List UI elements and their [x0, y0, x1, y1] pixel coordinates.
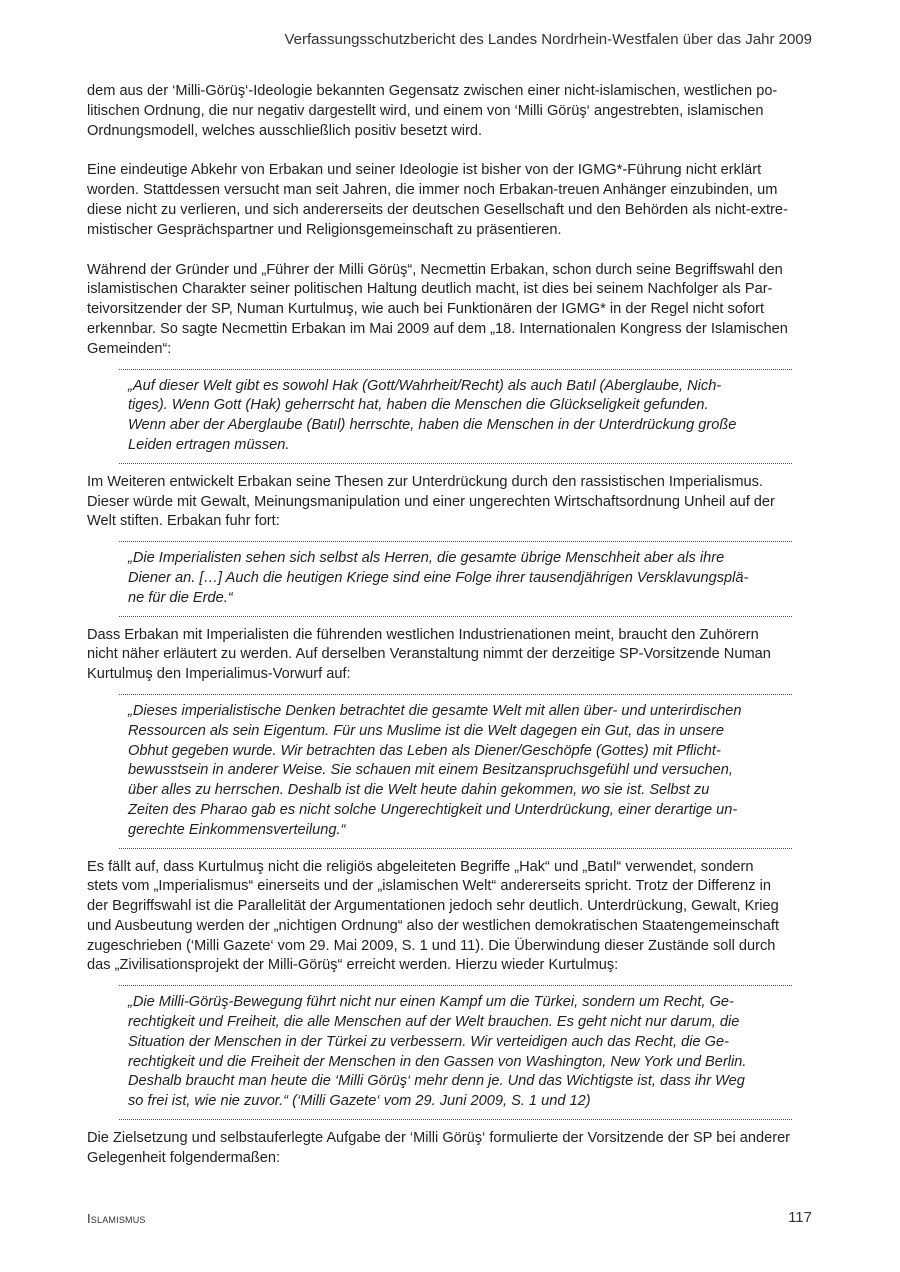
document-body: [87, 82, 815, 1169]
quote-line: „Dieses imperialistische Denken betrachtet die gesamte Welt mit allen über- und unterirdischen: [128, 702, 742, 719]
quote-line: bewusstsein in anderer Weise. Sie schauen mit einem Besitzanspruchsgefühl und versuchen,: [128, 762, 733, 779]
quote-line: Obhut gegeben wurde. Wir betrachten das Leben als Diener/Geschöpfe (Gottes) mit Pflicht-: [128, 742, 721, 759]
footer-section-label: Islamismus: [87, 1211, 146, 1226]
block-quote: [119, 369, 792, 464]
block-quote: [119, 985, 792, 1120]
text-line: erkennbar. So sagte Necmettin Erbakan im Mai 2009 auf dem „18. Internationalen Kongress der Islamischen: [87, 320, 788, 337]
text-line: Ordnungsmodell, welches ausschließlich positiv besetzt wird.: [87, 122, 483, 139]
text-line: dem aus der ‘Milli-Görüş‘-Ideologie bekannten Gegensatz zwischen einer nicht-islamischen, westlichen po-: [87, 83, 778, 99]
quote-line: gerechte Einkommensverteilung.“: [128, 821, 346, 838]
page-number: 117: [788, 1209, 812, 1226]
text-line: und Ausbeutung werden der „nichtigen Ordnung“ also der westlichen demokratischen Staatengemeinschaft: [87, 917, 780, 934]
quote-line: Situation der Menschen in der Türkei zu verbessern. Wir verteidigen auch das Recht, die Ge-: [128, 1033, 729, 1050]
quote-line: Deshalb braucht man heute die ‘Milli Görüş‘ mehr denn je. Und das Wichtigste ist, dass ihr Weg: [128, 1073, 745, 1090]
text-line: Kurtulmuş den Imperialimus-Vorwurf auf:: [87, 666, 351, 683]
quote-line: Zeiten des Pharao gab es nicht solche Ungerechtigkeit und Unterdrückung, einer derartige un-: [128, 801, 738, 818]
text-line: Welt stiften. Erbakan fuhr fort:: [87, 513, 280, 530]
text-line: Dieser würde mit Gewalt, Meinungsmanipulation und einer ungerechten Wirtschaftsordnung Unheil auf der: [87, 493, 775, 510]
text-line: stets vom „Imperialismus“ einerseits und der „islamischen Welt“ andererseits spricht. Trotz der Differenz in: [87, 878, 771, 895]
quote-line: Ressourcen als sein Eigentum. Für uns Muslime ist die Welt dagegen ein Gut, das in unsere: [128, 722, 724, 739]
text-line: Es fällt auf, dass Kurtulmuş nicht die religiös abgeleiteten Begriffe „Hak“ und „Batıl“ verwendet, sondern: [87, 858, 754, 875]
paragraph: [87, 161, 815, 240]
quote-line: rechtigkeit und die Freiheit der Menschen in den Gassen von Washington, New York und Berlin.: [128, 1053, 747, 1070]
quote-line: „Auf dieser Welt gibt es sowohl Hak (Gott/Wahrheit/Recht) als auch Batıl (Aberglaube, Nich-: [128, 377, 722, 394]
text-line: Gemeinden“:: [87, 340, 172, 357]
text-line: islamistischen Charakter seiner politischen Haltung deutlich macht, ist dies bei seinem Nachfolger als Par-: [87, 281, 773, 298]
text-line: litischen Ordnung, die nur negativ dargestellt wird, und einem von ‘Milli Görüş‘ angestrebten, islamischen: [87, 102, 764, 119]
paragraph: [87, 82, 815, 141]
paragraph: [87, 261, 815, 360]
quote-line: ne für die Erde.“: [128, 589, 233, 606]
text-line: Die Zielsetzung und selbstauferlegte Aufgabe der ‘Milli Görüş‘ formulierte der Vorsitzende der SP bei anderer: [87, 1130, 791, 1147]
quote-line: tiges). Wenn Gott (Hak) geherrscht hat, haben die Menschen die Glückseligkeit gefunden.: [128, 397, 709, 414]
paragraph: [87, 1129, 815, 1169]
paragraph: [87, 626, 815, 685]
text-line: Während der Gründer und „Führer der Milli Görüş“, Necmettin Erbakan, schon durch seine Begriffswahl den: [87, 261, 783, 278]
quote-line: so frei ist, wie nie zuvor.“ (‘Milli Gazete‘ vom 29. Juni 2009, S. 1 und 12): [128, 1093, 591, 1110]
text-line: das „Zivilisationsprojekt der Milli-Görüş“ erreicht werden. Hierzu wieder Kurtulmuş:: [87, 957, 619, 974]
text-line: worden. Stattdessen versucht man seit Jahren, die immer noch Erbakan-treuen Anhänger einzubinden, um: [87, 182, 778, 199]
quote-line: Wenn aber der Aberglaube (Batıl) herrschte, haben die Menschen in der Unterdrückung große: [128, 417, 737, 434]
quote-line: „Die Imperialisten sehen sich selbst als Herren, die gesamte übrige Menschheit aber als ihre: [128, 550, 725, 567]
paragraph: [87, 858, 815, 977]
quote-line: „Die Milli-Görüş-Bewegung führt nicht nur einen Kampf um die Türkei, sondern um Recht, Ge-: [128, 994, 734, 1011]
text-line: diese nicht zu verlieren, und sich andererseits der deutschen Gesellschaft und den Behörden als nicht-extre-: [87, 201, 788, 218]
text-line: Im Weiteren entwickelt Erbakan seine Thesen zur Unterdrückung durch den rassistischen Imperialismus.: [87, 473, 763, 490]
paragraph: [87, 473, 815, 532]
block-quote: [119, 541, 792, 616]
quote-line: Diener an. […] Auch die heutigen Kriege sind eine Folge ihrer tausendjährigen Versklavungsplä-: [128, 569, 749, 586]
text-line: Eine eindeutige Abkehr von Erbakan und seiner Ideologie ist bisher von der IGMG*-Führung nicht erklärt: [87, 162, 762, 179]
text-line: der Begriffswahl ist die Parallelität der Argumentationen jedoch sehr deutlich. Unterdrückung, Gewalt, Krieg: [87, 898, 779, 915]
text-line: Dass Erbakan mit Imperialisten die führenden westlichen Industrienationen meint, braucht den Zuhörern: [87, 626, 759, 643]
quote-line: Leiden ertragen müssen.: [128, 436, 290, 453]
text-line: Gelegenheit folgendermaßen:: [87, 1149, 281, 1166]
running-header: Verfassungsschutzbericht des Landes Nordrhein-Westfalen über das Jahr 2009: [284, 31, 812, 48]
text-line: zugeschrieben (‘Milli Gazete‘ vom 29. Mai 2009, S. 1 und 11). Die Überwindung dieser Zustände soll durch: [87, 937, 776, 954]
block-quote: [119, 694, 792, 849]
quote-line: über alles zu herrschen. Deshalb ist die Welt heute dahin gekommen, wo sie ist. Selbst zu: [128, 782, 710, 799]
text-line: mistischer Gesprächspartner und Religionsgemeinschaft zu präsentieren.: [87, 221, 562, 238]
paragraph-spacer: [87, 141, 815, 161]
text-line: teivorsitzender der SP, Numan Kurtulmuş, wie auch bei Funktionären der IGMG* in der Regel nicht sofort: [87, 301, 765, 318]
text-line: nicht näher erläutert zu werden. Auf derselben Veranstaltung nimmt der derzeitige SP-Vorsitzende Numan: [87, 646, 771, 663]
quote-line: rechtigkeit und Freiheit, die alle Menschen auf der Welt brauchen. Es geht nicht nur darum, die: [128, 1014, 740, 1031]
paragraph-spacer: [87, 241, 815, 261]
